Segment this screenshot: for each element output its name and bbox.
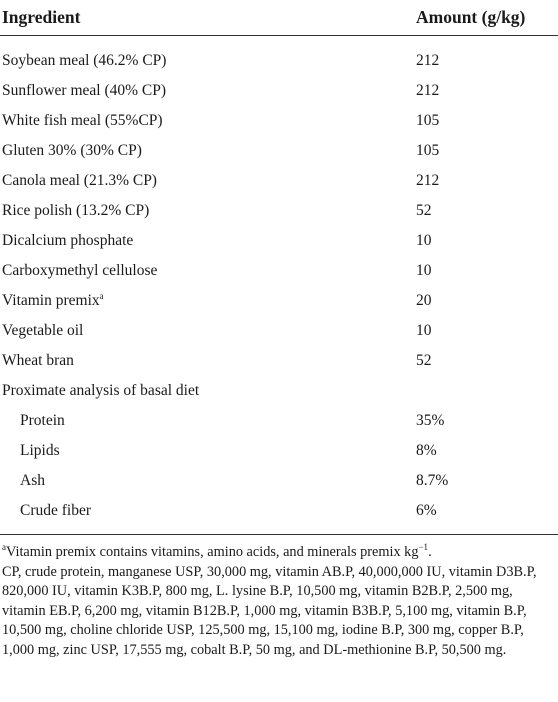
ingredient-amount: 10: [416, 232, 432, 249]
ingredient-name: Vegetable oil: [2, 322, 84, 339]
table-row: [0, 436, 558, 466]
analysis-name: Lipids: [20, 442, 60, 459]
table-row: [0, 166, 558, 196]
ingredient-amount: 10: [416, 262, 432, 279]
ingredient-name: Rice polish (13.2% CP): [2, 202, 150, 219]
ingredient-amount: 20: [416, 292, 432, 309]
analysis-amount: 6%: [416, 502, 437, 519]
ingredient-amount: 212: [416, 52, 440, 69]
analysis-amount: 35%: [416, 412, 445, 429]
table-row: [0, 76, 558, 106]
ingredient-amount: 212: [416, 82, 440, 99]
analysis-amount: 8.7%: [416, 472, 449, 489]
table-row: [0, 226, 558, 256]
section-title: Proximate analysis of basal diet: [2, 382, 200, 399]
ingredient-name: Carboxymethyl cellulose: [2, 262, 158, 279]
analysis-name: Ash: [20, 472, 45, 489]
ingredient-amount: 212: [416, 172, 440, 189]
analysis-name: Crude fiber: [20, 502, 92, 519]
ingredient-name: [0, 292, 416, 310]
table-row: [0, 106, 558, 136]
ingredient-amount: 105: [416, 142, 440, 159]
footnote-a-unit-sup: −1: [418, 542, 429, 552]
table-row: [0, 466, 558, 496]
footnote-a-text: Vitamin premix contains vitamins, amino acids, and minerals premix kg: [6, 544, 419, 560]
ingredient-name: Sunflower meal (40% CP): [2, 82, 167, 99]
table-row: [0, 496, 558, 526]
ingredient-name: Wheat bran: [2, 352, 74, 369]
ingredient-name: Canola meal (21.3% CP): [2, 172, 157, 189]
analysis-name: Protein: [20, 412, 65, 429]
ingredient-name: White fish meal (55%CP): [2, 112, 163, 129]
footnote-a-marker: a: [2, 542, 6, 552]
table-row: [0, 346, 558, 376]
table-row: [0, 406, 558, 436]
table-row: [0, 256, 558, 286]
ingredient-name: Gluten 30% (30% CP): [2, 142, 142, 159]
table-row: [0, 196, 558, 226]
table-row: [0, 136, 558, 166]
ingredient-amount: 52: [416, 202, 432, 219]
table-header: [0, 0, 558, 28]
header-amount: Amount (g/kg): [416, 7, 526, 27]
ingredient-amount: 52: [416, 352, 432, 369]
ingredient-amount: 105: [416, 112, 440, 129]
footnote-a-end: .: [428, 544, 432, 560]
table-row: [0, 316, 558, 346]
footnote-cp: CP, crude protein, manganese USP, 30,000 mg, vitamin AB.P, 40,000,000 IU, vitamin D3B.P, 820,000 IU, vitamin K3B.P, 800 mg, L. lysine B.P, 10,500 mg, vitamin B2B.P, 2,500 mg, vitamin EB.P, 6,200 mg, vitamin B12B.P, 1,000 mg, vitamin B3B.P, 5,100 mg, vitamin B.P, 10,500 mg, choline chloride USP, 125,500 mg, 15,100 mg, iodine B.P, 300 mg, copper B.P, 1,000 mg, zinc USP, 17,555 mg, cobalt B.P, 50 mg, and DL-methionine B.P, 50,500 mg.: [2, 563, 537, 658]
table-footnotes: [0, 535, 558, 661]
table-row: [0, 286, 558, 316]
footnote-a: [2, 543, 556, 563]
ingredient-name-text: Vitamin premix: [2, 292, 100, 309]
analysis-amount: 8%: [416, 442, 437, 459]
section-title-row: [0, 376, 558, 406]
footnote-marker: a: [99, 291, 104, 301]
ingredient-amount: 10: [416, 322, 432, 339]
header-ingredient: Ingredient: [2, 7, 81, 27]
ingredient-name: Soybean meal (46.2% CP): [2, 52, 167, 69]
table-body: [0, 36, 558, 526]
table-row: [0, 46, 558, 76]
ingredient-name: Dicalcium phosphate: [2, 232, 134, 249]
